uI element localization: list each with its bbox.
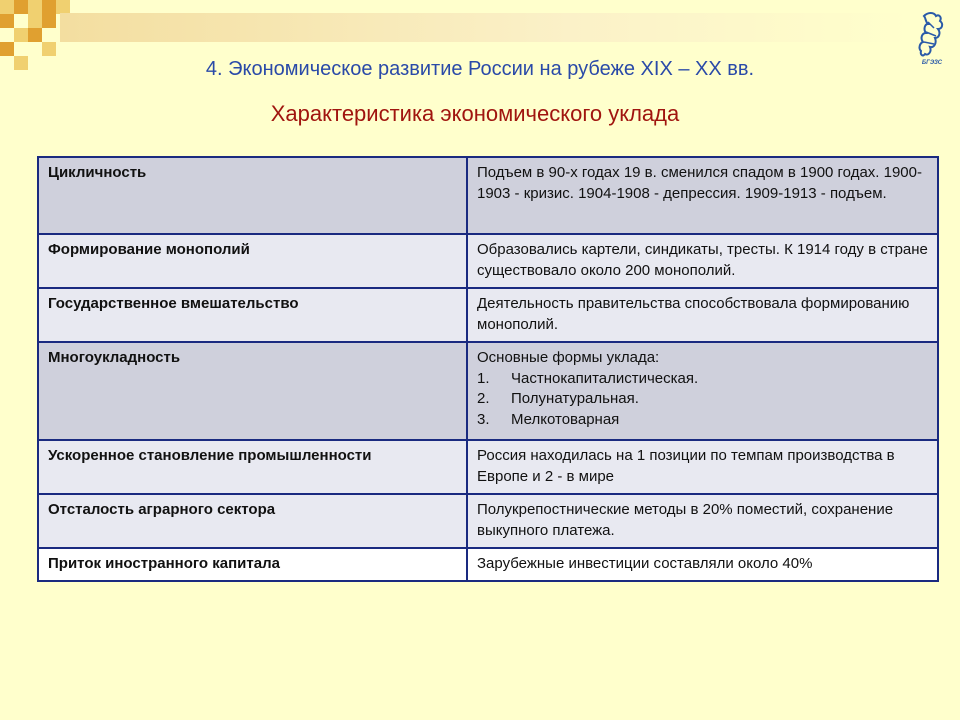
list-text: Мелкотоварная — [511, 410, 620, 428]
row-content — [467, 342, 938, 440]
row-label: Цикличность — [38, 157, 467, 234]
logo-text: БГЭЗС — [921, 60, 943, 66]
table-row — [38, 494, 938, 548]
table-row — [38, 342, 938, 440]
row-text: Полукрепостнические методы в 20% поместий, сохранение выкупного платежа. — [467, 494, 938, 548]
row-label: Отсталость аграрного сектора — [38, 494, 467, 548]
list-item — [477, 369, 929, 390]
list-number: 2. — [477, 390, 490, 407]
list-number: 1. — [477, 369, 490, 387]
list-item — [477, 389, 929, 410]
table-row — [38, 234, 938, 288]
list-number: 3. — [477, 410, 490, 428]
table-row — [38, 157, 938, 234]
header-bar — [60, 13, 910, 42]
page-subtitle: Характеристика экономического уклада — [270, 101, 680, 126]
row-label: Государственное вмешательство — [38, 288, 467, 342]
row-text: Основные формы уклада: — [477, 349, 660, 366]
list-text: Полунатуральная. — [511, 390, 639, 407]
row-text: Образовались картели, синдикаты, тресты. К 1914 году в стране существовало около 200 монополий. — [467, 234, 938, 288]
row-label: Ускоренное становление промышленности — [38, 440, 467, 494]
table-row — [38, 288, 938, 342]
forms-list — [477, 369, 929, 431]
row-text: Подъем в 90-х годах 19 в. сменился спадом в 1900 годах. 1900-1903 - кризис. 1904-1908 - депрессия. 1909-1913 - подъем. — [467, 157, 938, 234]
economy-table — [37, 156, 939, 582]
row-label: Формирование монополий — [38, 234, 467, 288]
page-title: 4. Экономическое развитие России на рубеже XIX – XX вв. — [205, 58, 755, 80]
list-item — [477, 410, 929, 431]
row-text: Деятельность правительства способствовала формированию монополий. — [467, 288, 938, 342]
row-text: Зарубежные инвестиции составляли около 40% — [467, 548, 938, 581]
row-label: Приток иностранного капитала — [38, 548, 467, 581]
table-row — [38, 440, 938, 494]
list-text: Частнокапиталистическая. — [511, 369, 699, 387]
row-text: Россия находилась на 1 позиции по темпам производства в Европе и 2 - в мире — [467, 440, 938, 494]
table-row — [38, 548, 938, 581]
row-label: Многоукладность — [38, 342, 467, 440]
